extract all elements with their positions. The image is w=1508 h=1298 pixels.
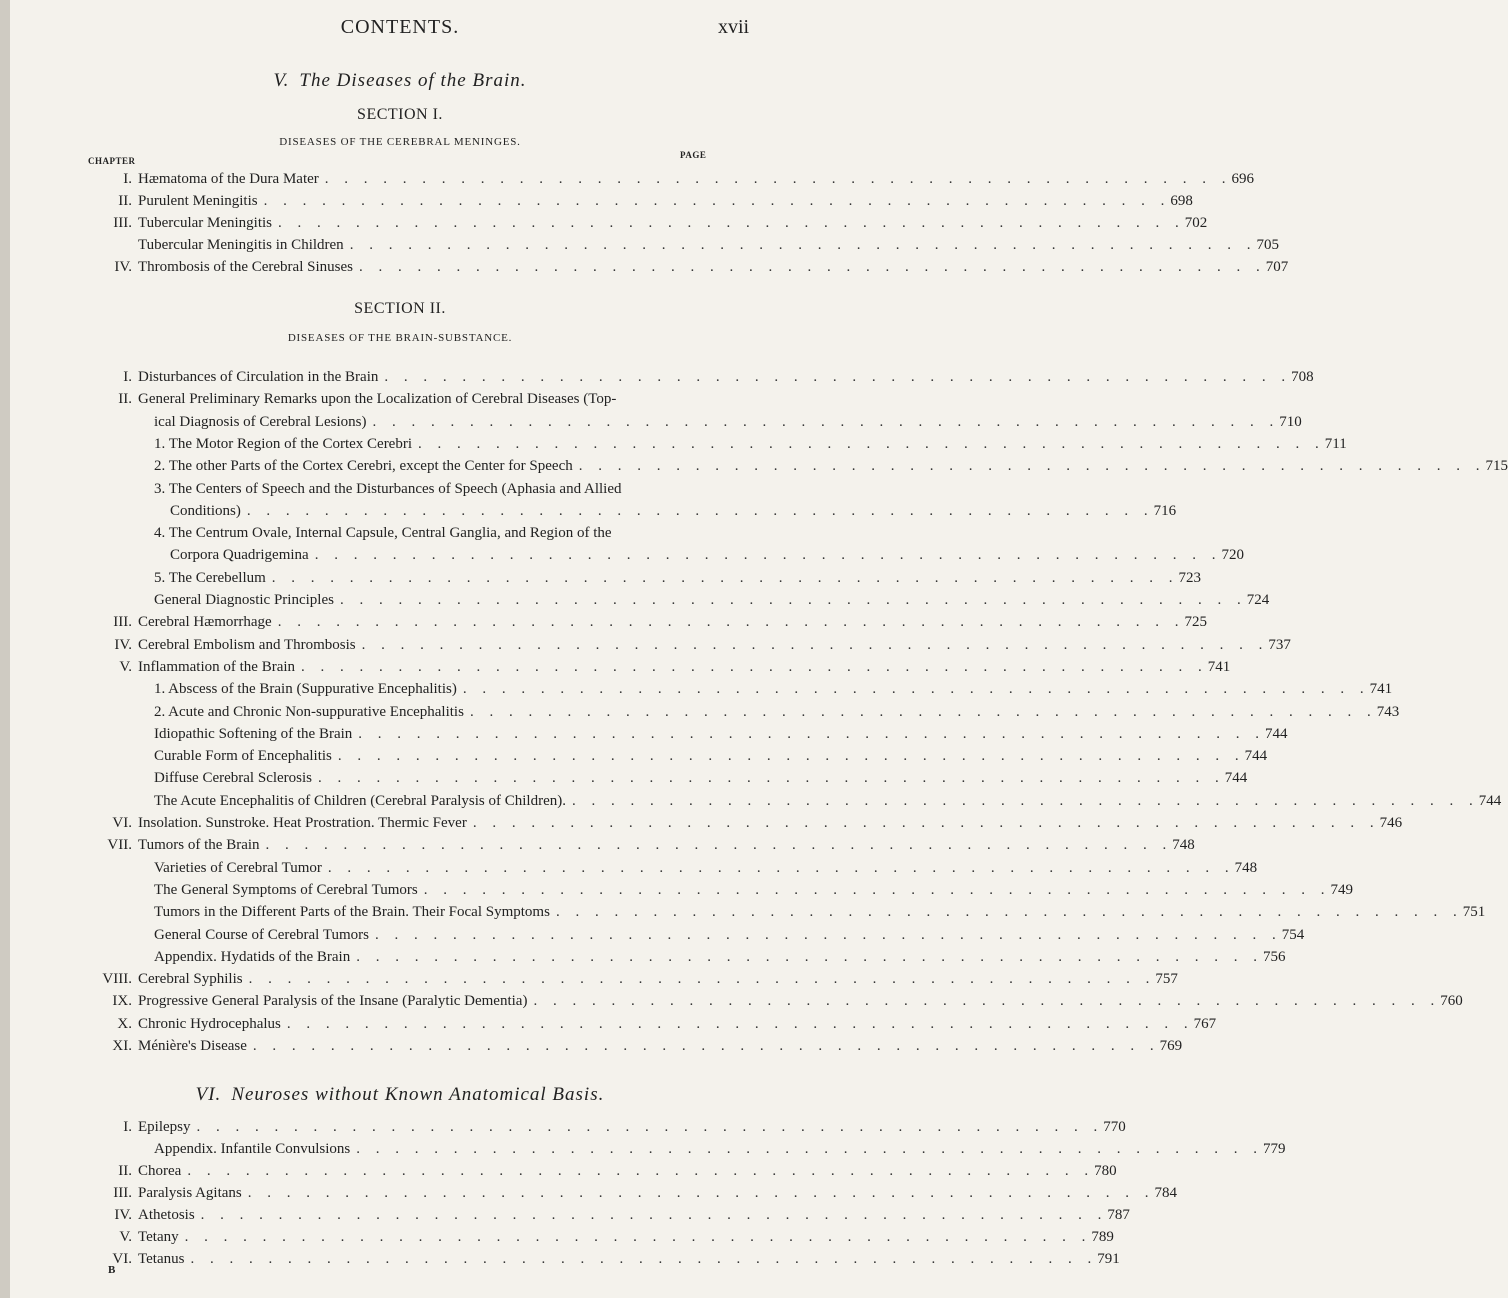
leader-dots: . . . . . . . . . . . . . . . . . . . . . . . . . . . . . . . . . . . . . . . . . . . . . . . (358, 725, 1266, 742)
toc-entry (100, 234, 1279, 256)
entry-page-number: 741 (1207, 658, 1231, 675)
signature-mark: B (108, 1264, 116, 1276)
chapter-number: I. (123, 369, 132, 385)
entry-title: The Acute Encephalitis of Children (Cerebral Paralysis of Children). (154, 792, 566, 809)
leader-dots: . . . . . . . . . . . . . . . . . . . . . . . . . . . . . . . . . . . . . . . . . . . . . . . (324, 171, 1232, 187)
toc-entry (100, 924, 1305, 946)
entry-page-number: 724 (1246, 592, 1270, 608)
running-header-page-number: xvii (718, 16, 750, 38)
leader-dots: . . . . . . . . . . . . . . . . . . . . . . . . . . . . . . . . . . . . . . . . . . . . . . . (278, 215, 1185, 231)
toc-entry (100, 701, 1400, 723)
toc-entry (100, 678, 1393, 700)
entry-page-number: 744 (1244, 748, 1268, 765)
leader-dots: . . . . . . . . . . . . . . . . . . . . . . . . . . . . . . . . . . . . . . . . . . . . . . . (374, 926, 1282, 943)
entry-title: Appendix. Infantile Convulsions (154, 1141, 351, 1157)
entry-title: 1. Abscess of the Brain (Suppurative Encephalitis) (154, 681, 457, 698)
entry-title: Hæmatoma of the Dura Mater (138, 171, 319, 187)
toc-entry (100, 634, 1291, 656)
entry-title: Curable Form of Encephalitis (154, 748, 332, 765)
entry-title: General Course of Cerebral Tumors (154, 926, 369, 943)
entry-title: Tetany (138, 1229, 179, 1245)
chapter-number: IV. (114, 636, 132, 653)
toc-entry (100, 567, 1202, 589)
entry-page-number: 708 (1291, 369, 1314, 385)
entry-title: General Diagnostic Principles (154, 592, 334, 608)
leader-dots: . . . . . . . . . . . . . . . . . . . . . . . . . . . . . . . . . . . . . . . . . . . . . . . (469, 703, 1377, 720)
entry-title: 1. The Motor Region of the Cortex Cerebri (154, 435, 413, 452)
chapter-column-label: CHAPTER (88, 156, 136, 166)
chapter-number: VIII. (102, 971, 132, 988)
chapter-number: XI. (112, 1038, 132, 1054)
chapter-number: II. (118, 391, 132, 408)
leader-dots: . . . . . . . . . . . . . . . . . . . . . . . . . . . . . . . . . . . . . . . . . . . . . . . (578, 458, 1486, 475)
entry-page-number: 746 (1379, 815, 1403, 831)
toc-entry (100, 168, 1255, 190)
entry-page-number: 744 (1478, 792, 1502, 809)
leader-dots: . . . . . . . . . . . . . . . . . . . . . . . . . . . . . . . . . . . . . . . . . . . . . . . (187, 1163, 1095, 1179)
part-5-number: V. (273, 70, 290, 91)
entry-title: Insolation. Sunstroke. Heat Prostration. Thermic Fever (138, 815, 467, 831)
leader-dots: . . . . . . . . . . . . . . . . . . . . . . . . . . . . . . . . . . . . . . . . . . . . . . . (358, 259, 1266, 275)
leader-dots: . . . . . . . . . . . . . . . . . . . . . . . . . . . . . . . . . . . . . . . . . . . . . . . (190, 1251, 1098, 1267)
entry-title: Purulent Meningitis (138, 193, 258, 209)
leader-dots: . . . . . . . . . . . . . . . . . . . . . . . . . . . . . . . . . . . . . . . . . . . . . . . (372, 413, 1280, 430)
entry-title: Thrombosis of the Cerebral Sinuses (138, 259, 353, 275)
entry-page-number: 748 (1234, 859, 1258, 876)
toc-entry (100, 478, 710, 500)
toc-entry (100, 834, 1195, 856)
part-6-title (0, 1084, 800, 1106)
entry-title: Epilepsy (138, 1119, 191, 1135)
chapter-number: II. (118, 1163, 132, 1179)
leader-dots: . . . . . . . . . . . . . . . . . . . . . . . . . . . . . . . . . . . . . . . . . . . . . . . (555, 904, 1463, 921)
chapter-number: X. (117, 1015, 132, 1032)
entry-page-number: 707 (1265, 259, 1289, 275)
section-1-subtitle: DISEASES OF THE CEREBRAL MENINGES. (279, 136, 521, 148)
entry-title: The General Symptoms of Cerebral Tumors (154, 881, 418, 898)
leader-dots: . . . . . . . . . . . . . . . . . . . . . . . . . . . . . . . . . . . . . . . . . . . . . . . (356, 948, 1263, 965)
page-column-label: PAGE (680, 150, 707, 160)
leader-dots: . . . . . . . . . . . . . . . . . . . . . . . . . . . . . . . . . . . . . . . . . . . . . . . (247, 1185, 1155, 1201)
toc-entry (100, 745, 1268, 767)
leader-dots: . . . . . . . . . . . . . . . . . . . . . . . . . . . . . . . . . . . . . . . . . . . . . . . (246, 502, 1154, 519)
entry-title: General Preliminary Remarks upon the Localization of Cerebral Diseases (Top- (138, 391, 617, 408)
entry-page-number: 748 (1172, 837, 1195, 854)
entry-page-number: 698 (1170, 193, 1193, 209)
part-6-number: VI. (195, 1084, 222, 1105)
entry-page-number: 705 (1256, 237, 1279, 253)
entry-page-number: 756 (1262, 948, 1286, 965)
entry-page-number: 760 (1440, 993, 1463, 1010)
entry-title: Chronic Hydrocephalus (138, 1015, 281, 1032)
entry-page-number: 767 (1193, 1015, 1217, 1032)
entry-page-number: 741 (1369, 681, 1393, 698)
entry-page-number: 769 (1159, 1038, 1183, 1054)
entry-title: Chorea (138, 1163, 182, 1179)
toc-entry (100, 388, 710, 410)
chapter-number: II. (118, 193, 132, 209)
chapter-number: I. (123, 1119, 132, 1135)
leader-dots: . . . . . . . . . . . . . . . . . . . . . . . . . . . . . . . . . . . . . . . . . . . . . . . (265, 837, 1173, 854)
toc-entry (100, 968, 1178, 990)
leader-dots: . . . . . . . . . . . . . . . . . . . . . . . . . . . . . . . . . . . . . . . . . . . . . . . (200, 1207, 1108, 1223)
entry-title: Corpora Quadrigemina (170, 547, 309, 564)
leader-dots: . . . . . . . . . . . . . . . . . . . . . . . . . . . . . . . . . . . . . . . . . . . . . . . (327, 859, 1235, 876)
leader-dots: . . . . . . . . . . . . . . . . . . . . . . . . . . . . . . . . . . . . . . . . . . . . . . . (472, 815, 1380, 831)
chapter-number: I. (123, 171, 132, 187)
entry-title: Conditions) (170, 502, 241, 519)
leader-dots: . . . . . . . . . . . . . . . . . . . . . . . . . . . . . . . . . . . . . . . . . . . . . . . (423, 881, 1331, 898)
leader-dots: . . . . . . . . . . . . . . . . . . . . . . . . . . . . . . . . . . . . . . . . . . . . . . . (271, 569, 1179, 586)
entry-page-number: 780 (1094, 1163, 1117, 1179)
entry-page-number: 744 (1265, 725, 1288, 742)
entry-page-number: 716 (1153, 502, 1177, 519)
leader-dots: . . . . . . . . . . . . . . . . . . . . . . . . . . . . . . . . . . . . . . . . . . . . . . . (533, 993, 1441, 1010)
entry-title: ical Diagnosis of Cerebral Lesions) (154, 413, 367, 430)
entry-title: 5. The Cerebellum (154, 569, 266, 586)
leader-dots: . . . . . . . . . . . . . . . . . . . . . . . . . . . . . . . . . . . . . . . . . . . . . . . (384, 369, 1292, 385)
entry-page-number: 757 (1155, 971, 1178, 988)
entry-title: Ménière's Disease (138, 1038, 247, 1054)
chapter-number: VI. (112, 815, 132, 831)
entry-title: Inflammation of the Brain (138, 658, 296, 675)
entry-page-number: 754 (1281, 926, 1305, 943)
chapter-number: IX. (112, 993, 132, 1010)
entry-title: 3. The Centers of Speech and the Disturbances of Speech (Aphasia and Allied (154, 480, 622, 497)
toc-entry (100, 723, 1288, 745)
chapter-number: V. (119, 658, 132, 675)
entry-page-number: 789 (1091, 1229, 1114, 1245)
part-5-heading: The Diseases of the Brain. (299, 70, 527, 91)
chapter-number: IV. (114, 1207, 132, 1223)
chapter-number: IV. (114, 259, 132, 275)
entry-page-number: 715 (1485, 458, 1508, 475)
leader-dots: . . . . . . . . . . . . . . . . . . . . . . . . . . . . . . . . . . . . . . . . . . . . . . . (356, 1141, 1263, 1157)
toc-entry (100, 212, 1208, 234)
entry-page-number: 744 (1224, 770, 1248, 787)
toc-entry (100, 544, 1244, 566)
toc-entry (100, 946, 1286, 968)
toc-entry (100, 1116, 1126, 1138)
leader-dots: . . . . . . . . . . . . . . . . . . . . . . . . . . . . . . . . . . . . . . . . . . . . . . . (314, 547, 1222, 564)
running-header-title: CONTENTS. (340, 16, 460, 38)
toc-entry (100, 901, 1486, 923)
entry-page-number: 770 (1103, 1119, 1126, 1135)
toc-entry (100, 256, 1289, 278)
toc-entry (100, 879, 1353, 901)
toc-entry (100, 1204, 1130, 1226)
chapter-number: III. (113, 215, 132, 231)
entry-title: 4. The Centrum Ovale, Internal Capsule, Central Ganglia, and Region of the (154, 525, 612, 542)
entry-title: Tumors of the Brain (138, 837, 260, 854)
entry-page-number: 725 (1184, 614, 1207, 631)
toc-entry (100, 500, 1177, 522)
toc-entry (100, 1226, 1114, 1248)
chapter-number: III. (113, 614, 132, 631)
entry-title: Cerebral Hæmorrhage (138, 614, 272, 631)
entry-page-number: 710 (1279, 413, 1302, 430)
entry-page-number: 723 (1178, 569, 1202, 586)
leader-dots: . . . . . . . . . . . . . . . . . . . . . . . . . . . . . . . . . . . . . . . . . . . . . . . (301, 658, 1208, 675)
entry-page-number: 711 (1324, 435, 1347, 452)
toc-entry (100, 1160, 1117, 1182)
toc-entry (100, 366, 1314, 388)
leader-dots: . . . . . . . . . . . . . . . . . . . . . . . . . . . . . . . . . . . . . . . . . . . . . . . (184, 1229, 1092, 1245)
leader-dots: . . . . . . . . . . . . . . . . . . . . . . . . . . . . . . . . . . . . . . . . . . . . . . . (318, 770, 1225, 787)
leader-dots: . . . . . . . . . . . . . . . . . . . . . . . . . . . . . . . . . . . . . . . . . . . . . . . (418, 435, 1325, 452)
toc-entry (100, 1248, 1120, 1270)
entry-page-number: 749 (1330, 881, 1353, 898)
toc-entry (100, 455, 1508, 477)
toc-entry (100, 433, 1347, 455)
part-6-heading: Neuroses without Known Anatomical Basis. (231, 1084, 605, 1105)
leader-dots: . . . . . . . . . . . . . . . . . . . . . . . . . . . . . . . . . . . . . . . . . . . . . . . (196, 1119, 1104, 1135)
toc-entry (100, 411, 1302, 433)
toc-entry (100, 790, 1502, 812)
entry-title: Tubercular Meningitis in Children (138, 237, 344, 253)
leader-dots: . . . . . . . . . . . . . . . . . . . . . . . . . . . . . . . . . . . . . . . . . . . . . . . (462, 681, 1370, 698)
entry-page-number: 787 (1107, 1207, 1130, 1223)
entry-page-number: 702 (1184, 215, 1208, 231)
entry-title: Disturbances of Circulation in the Brain (138, 369, 379, 385)
entry-title: Varieties of Cerebral Tumor (154, 859, 322, 876)
entry-title: Paralysis Agitans (138, 1185, 242, 1201)
toc-entry (100, 1035, 1183, 1057)
entry-title: Tumors in the Different Parts of the Brain. Their Focal Symptoms (154, 904, 550, 921)
entry-page-number: 743 (1376, 703, 1400, 720)
part-5-title (0, 70, 800, 92)
leader-dots: . . . . . . . . . . . . . . . . . . . . . . . . . . . . . . . . . . . . . . . . . . . . . . . (337, 748, 1245, 765)
leader-dots: . . . . . . . . . . . . . . . . . . . . . . . . . . . . . . . . . . . . . . . . . . . . . . . (252, 1038, 1160, 1054)
section-2-subtitle: DISEASES OF THE BRAIN-SUBSTANCE. (287, 332, 513, 344)
toc-entry (100, 857, 1258, 879)
section-2-title: SECTION II. (354, 300, 446, 317)
entry-title: 2. The other Parts of the Cortex Cerebri, except the Center for Speech (154, 458, 573, 475)
leader-dots: . . . . . . . . . . . . . . . . . . . . . . . . . . . . . . . . . . . . . . . . . . . . . . . (277, 614, 1185, 631)
toc-entry (100, 812, 1403, 834)
entry-title: Cerebral Syphilis (138, 971, 243, 988)
toc-entry (100, 1182, 1177, 1204)
entry-title: Cerebral Embolism and Thrombosis (138, 636, 356, 653)
entry-title: Athetosis (138, 1207, 195, 1223)
leader-dots: . . . . . . . . . . . . . . . . . . . . . . . . . . . . . . . . . . . . . . . . . . . . . . . (263, 193, 1171, 209)
chapter-number: VI. (112, 1251, 132, 1267)
leader-dots: . . . . . . . . . . . . . . . . . . . . . . . . . . . . . . . . . . . . . . . . . . . . . . . (349, 237, 1257, 253)
entry-page-number: 784 (1154, 1185, 1177, 1201)
toc-entry (100, 1013, 1217, 1035)
entry-page-number: 791 (1097, 1251, 1120, 1267)
toc-entry (100, 522, 710, 544)
chapter-number: VII. (107, 837, 132, 854)
toc-entry (100, 1138, 1286, 1160)
entry-title: Appendix. Hydatids of the Brain (154, 948, 351, 965)
entry-title: Progressive General Paralysis of the Insane (Paralytic Dementia) (138, 993, 528, 1010)
toc-entry (100, 190, 1193, 212)
entry-page-number: 696 (1231, 171, 1255, 187)
entry-title: Diffuse Cerebral Sclerosis (154, 770, 313, 787)
chapter-number: V. (119, 1229, 132, 1245)
entry-title: 2. Acute and Chronic Non-suppurative Encephalitis (154, 703, 464, 720)
section-1-title: SECTION I. (357, 106, 443, 123)
leader-dots: . . . . . . . . . . . . . . . . . . . . . . . . . . . . . . . . . . . . . . . . . . . . . . . (361, 636, 1269, 653)
chapter-number: III. (113, 1185, 132, 1201)
toc-entry (100, 611, 1207, 633)
entry-title: Tetanus (138, 1251, 185, 1267)
entry-page-number: 737 (1268, 636, 1291, 653)
leader-dots: . . . . . . . . . . . . . . . . . . . . . . . . . . . . . . . . . . . . . . . . . . . . . . . (571, 792, 1479, 809)
entry-page-number: 779 (1262, 1141, 1286, 1157)
leader-dots: . . . . . . . . . . . . . . . . . . . . . . . . . . . . . . . . . . . . . . . . . . . . . . . (286, 1015, 1194, 1032)
leader-dots: . . . . . . . . . . . . . . . . . . . . . . . . . . . . . . . . . . . . . . . . . . . . . . . (339, 592, 1247, 608)
toc-entry (100, 589, 1270, 611)
toc-entry (100, 656, 1231, 678)
leader-dots: . . . . . . . . . . . . . . . . . . . . . . . . . . . . . . . . . . . . . . . . . . . . . . . (248, 971, 1156, 988)
entry-title: Tubercular Meningitis (138, 215, 273, 231)
toc-entry (100, 990, 1463, 1012)
toc-entry (100, 767, 1248, 789)
entry-title: Idiopathic Softening of the Brain (154, 725, 353, 742)
entry-page-number: 751 (1462, 904, 1486, 921)
entry-page-number: 720 (1221, 547, 1244, 564)
